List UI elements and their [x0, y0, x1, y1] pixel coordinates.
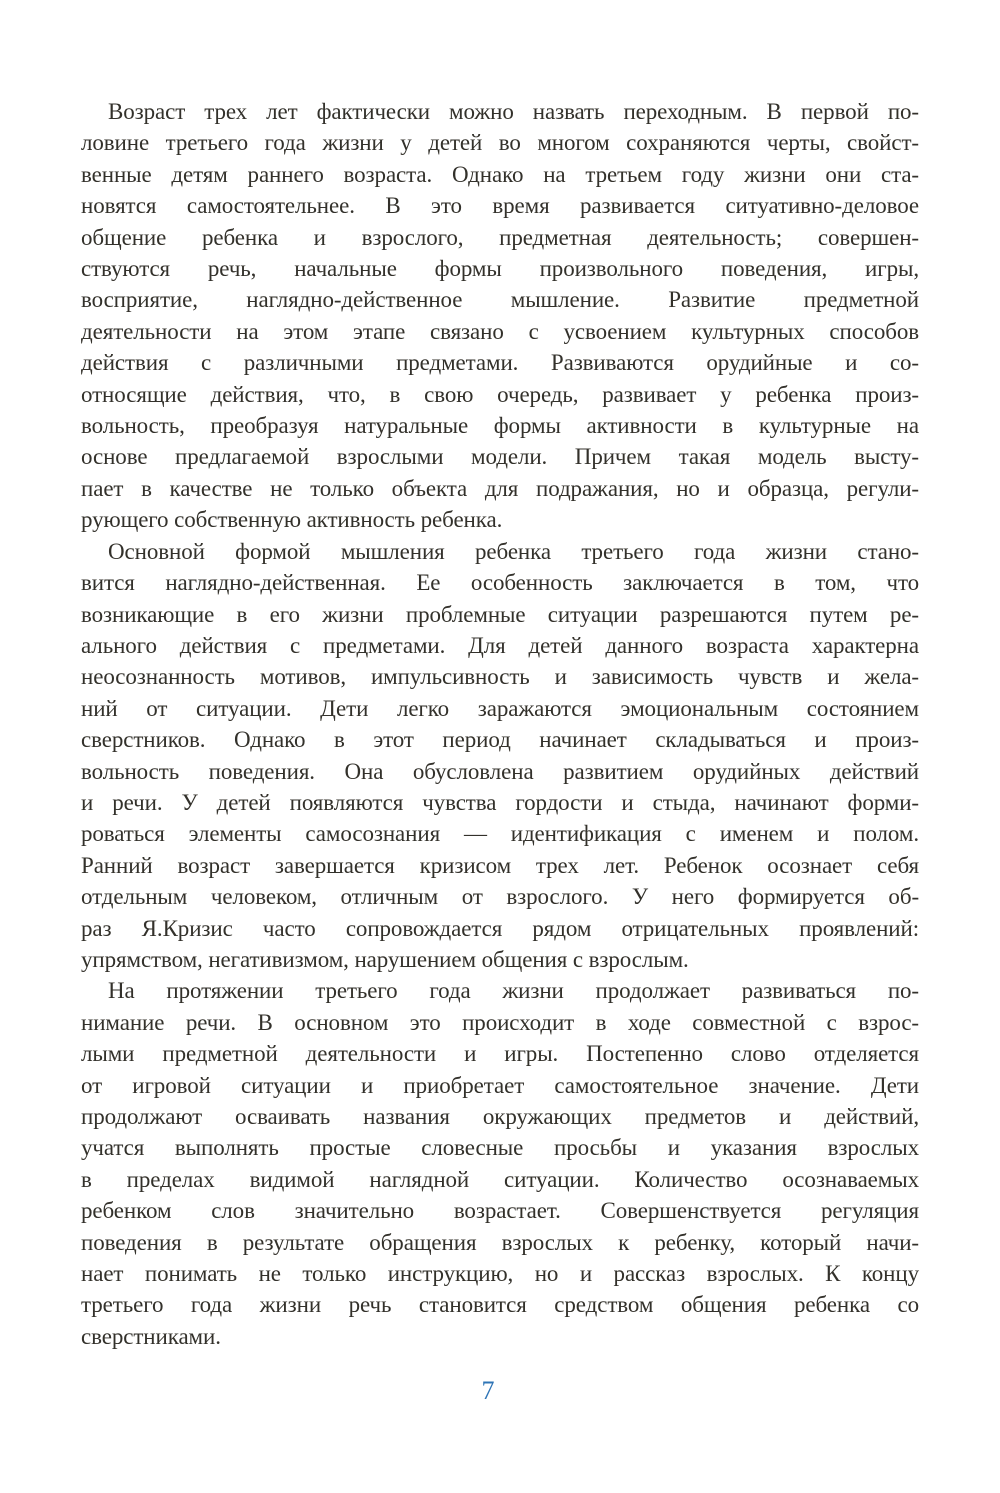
text-line: отдельным человеком, отличным от взрослого. У него формируется об- — [81, 884, 919, 910]
text-line: лыми предметной деятельности и игры. Постепенно слово отделяется — [81, 1041, 919, 1067]
text-line: деятельности на этом этапе связано с усвоением культурных способов — [81, 318, 919, 344]
text-line: нимание речи. В основном это происходит в ходе совместной с взрос- — [81, 1009, 919, 1035]
text-line: третьего года жизни речь становится средством общения ребенка со — [81, 1292, 919, 1318]
page-number: 7 — [481, 1376, 495, 1405]
text-line: возникающие в его жизни проблемные ситуации разрешаются путем ре- — [81, 601, 919, 627]
text-line: Возраст трех лет фактически можно назвать переходным. В первой по- — [108, 99, 919, 124]
text-line: Основной формой мышления ребенка третьего года жизни стано- — [108, 538, 919, 564]
text-line: упрямством, негативизмом, нарушением общения с взрослым. — [81, 946, 689, 972]
paragraph — [81, 96, 919, 536]
text-line: действия с различными предметами. Развиваются орудийные и со- — [81, 350, 919, 376]
text-line: ловине третьего года жизни у детей во многом сохраняются черты, свойст- — [81, 130, 919, 156]
text-line: поведения в результате обращения взрослых к ребенку, который начи- — [81, 1229, 919, 1255]
text-line: в пределах видимой наглядной ситуации. Количество осознаваемых — [81, 1166, 919, 1192]
text-line: продолжают осваивать названия окружающих предметов и действий, — [81, 1104, 919, 1129]
text-line: раз Я.Кризис часто сопровождается рядом отрицательных проявлений: — [81, 915, 919, 941]
text-line: ребенком слов значительно возрастает. Совершенствуется регуляция — [81, 1198, 919, 1224]
text-line: относящие действия, что, в свою очередь, развивает у ребенка произ- — [81, 381, 919, 407]
text-line: Ранний возраст завершается кризисом трех лет. Ребенок осознает себя — [81, 852, 919, 878]
text-line: ствуются речь, начальные формы произвольного поведения, игры, — [81, 256, 919, 282]
text-line: учатся выполнять простые словесные просьбы и указания взрослых — [81, 1135, 919, 1161]
paragraph — [81, 975, 919, 1352]
text-line: сверстниками. — [81, 1323, 221, 1349]
text-line: и речи. У детей появляются чувства гордости и стыда, начинают форми- — [81, 789, 919, 815]
text-line: вится наглядно-действенная. Ее особенность заключается в том, что — [81, 570, 919, 596]
text-line: вольность, преобразуя натуральные формы активности в культурные на — [81, 413, 919, 439]
text-line: общение ребенка и взрослого, предметная деятельность; совершен- — [81, 224, 919, 250]
text-line: основе предлагаемой взрослыми модели. Причем такая модель высту- — [81, 444, 919, 470]
text-line: нает понимать не только инструкцию, но и рассказ взрослых. К концу — [81, 1261, 919, 1287]
text-line: от игровой ситуации и приобретает самостоятельное значение. Дети — [81, 1072, 919, 1098]
text-line: ний от ситуации. Дети легко заражаются эмоциональным состоянием — [81, 695, 919, 721]
text-line: роваться элементы самосознания — идентификация с именем и полом. — [81, 821, 919, 847]
text-line: новятся самостоятельнее. В это время развивается ситуативно-деловое — [81, 193, 919, 219]
text-line: ального действия с предметами. Для детей данного возраста характерна — [81, 632, 919, 658]
text-line: сверстников. Однако в этот период начинает складываться и произ- — [81, 727, 919, 753]
text-line: венные детям раннего возраста. Однако на третьем году жизни они ста- — [81, 161, 919, 187]
text-line: На протяжении третьего года жизни продолжает развиваться по- — [108, 978, 919, 1004]
text-line: рующего собственную активность ребенка. — [81, 507, 503, 533]
text-line: вольность поведения. Она обусловлена развитием орудийных действий — [81, 758, 919, 784]
body-text — [81, 96, 919, 1352]
text-line: пает в качестве не только объекта для подражания, но и образца, регули- — [81, 475, 919, 501]
text-line: восприятие, наглядно-действенное мышление. Развитие предметной — [81, 287, 919, 313]
paragraph — [81, 536, 919, 976]
text-line: неосознанность мотивов, импульсивность и зависимость чувств и жела- — [81, 664, 919, 690]
